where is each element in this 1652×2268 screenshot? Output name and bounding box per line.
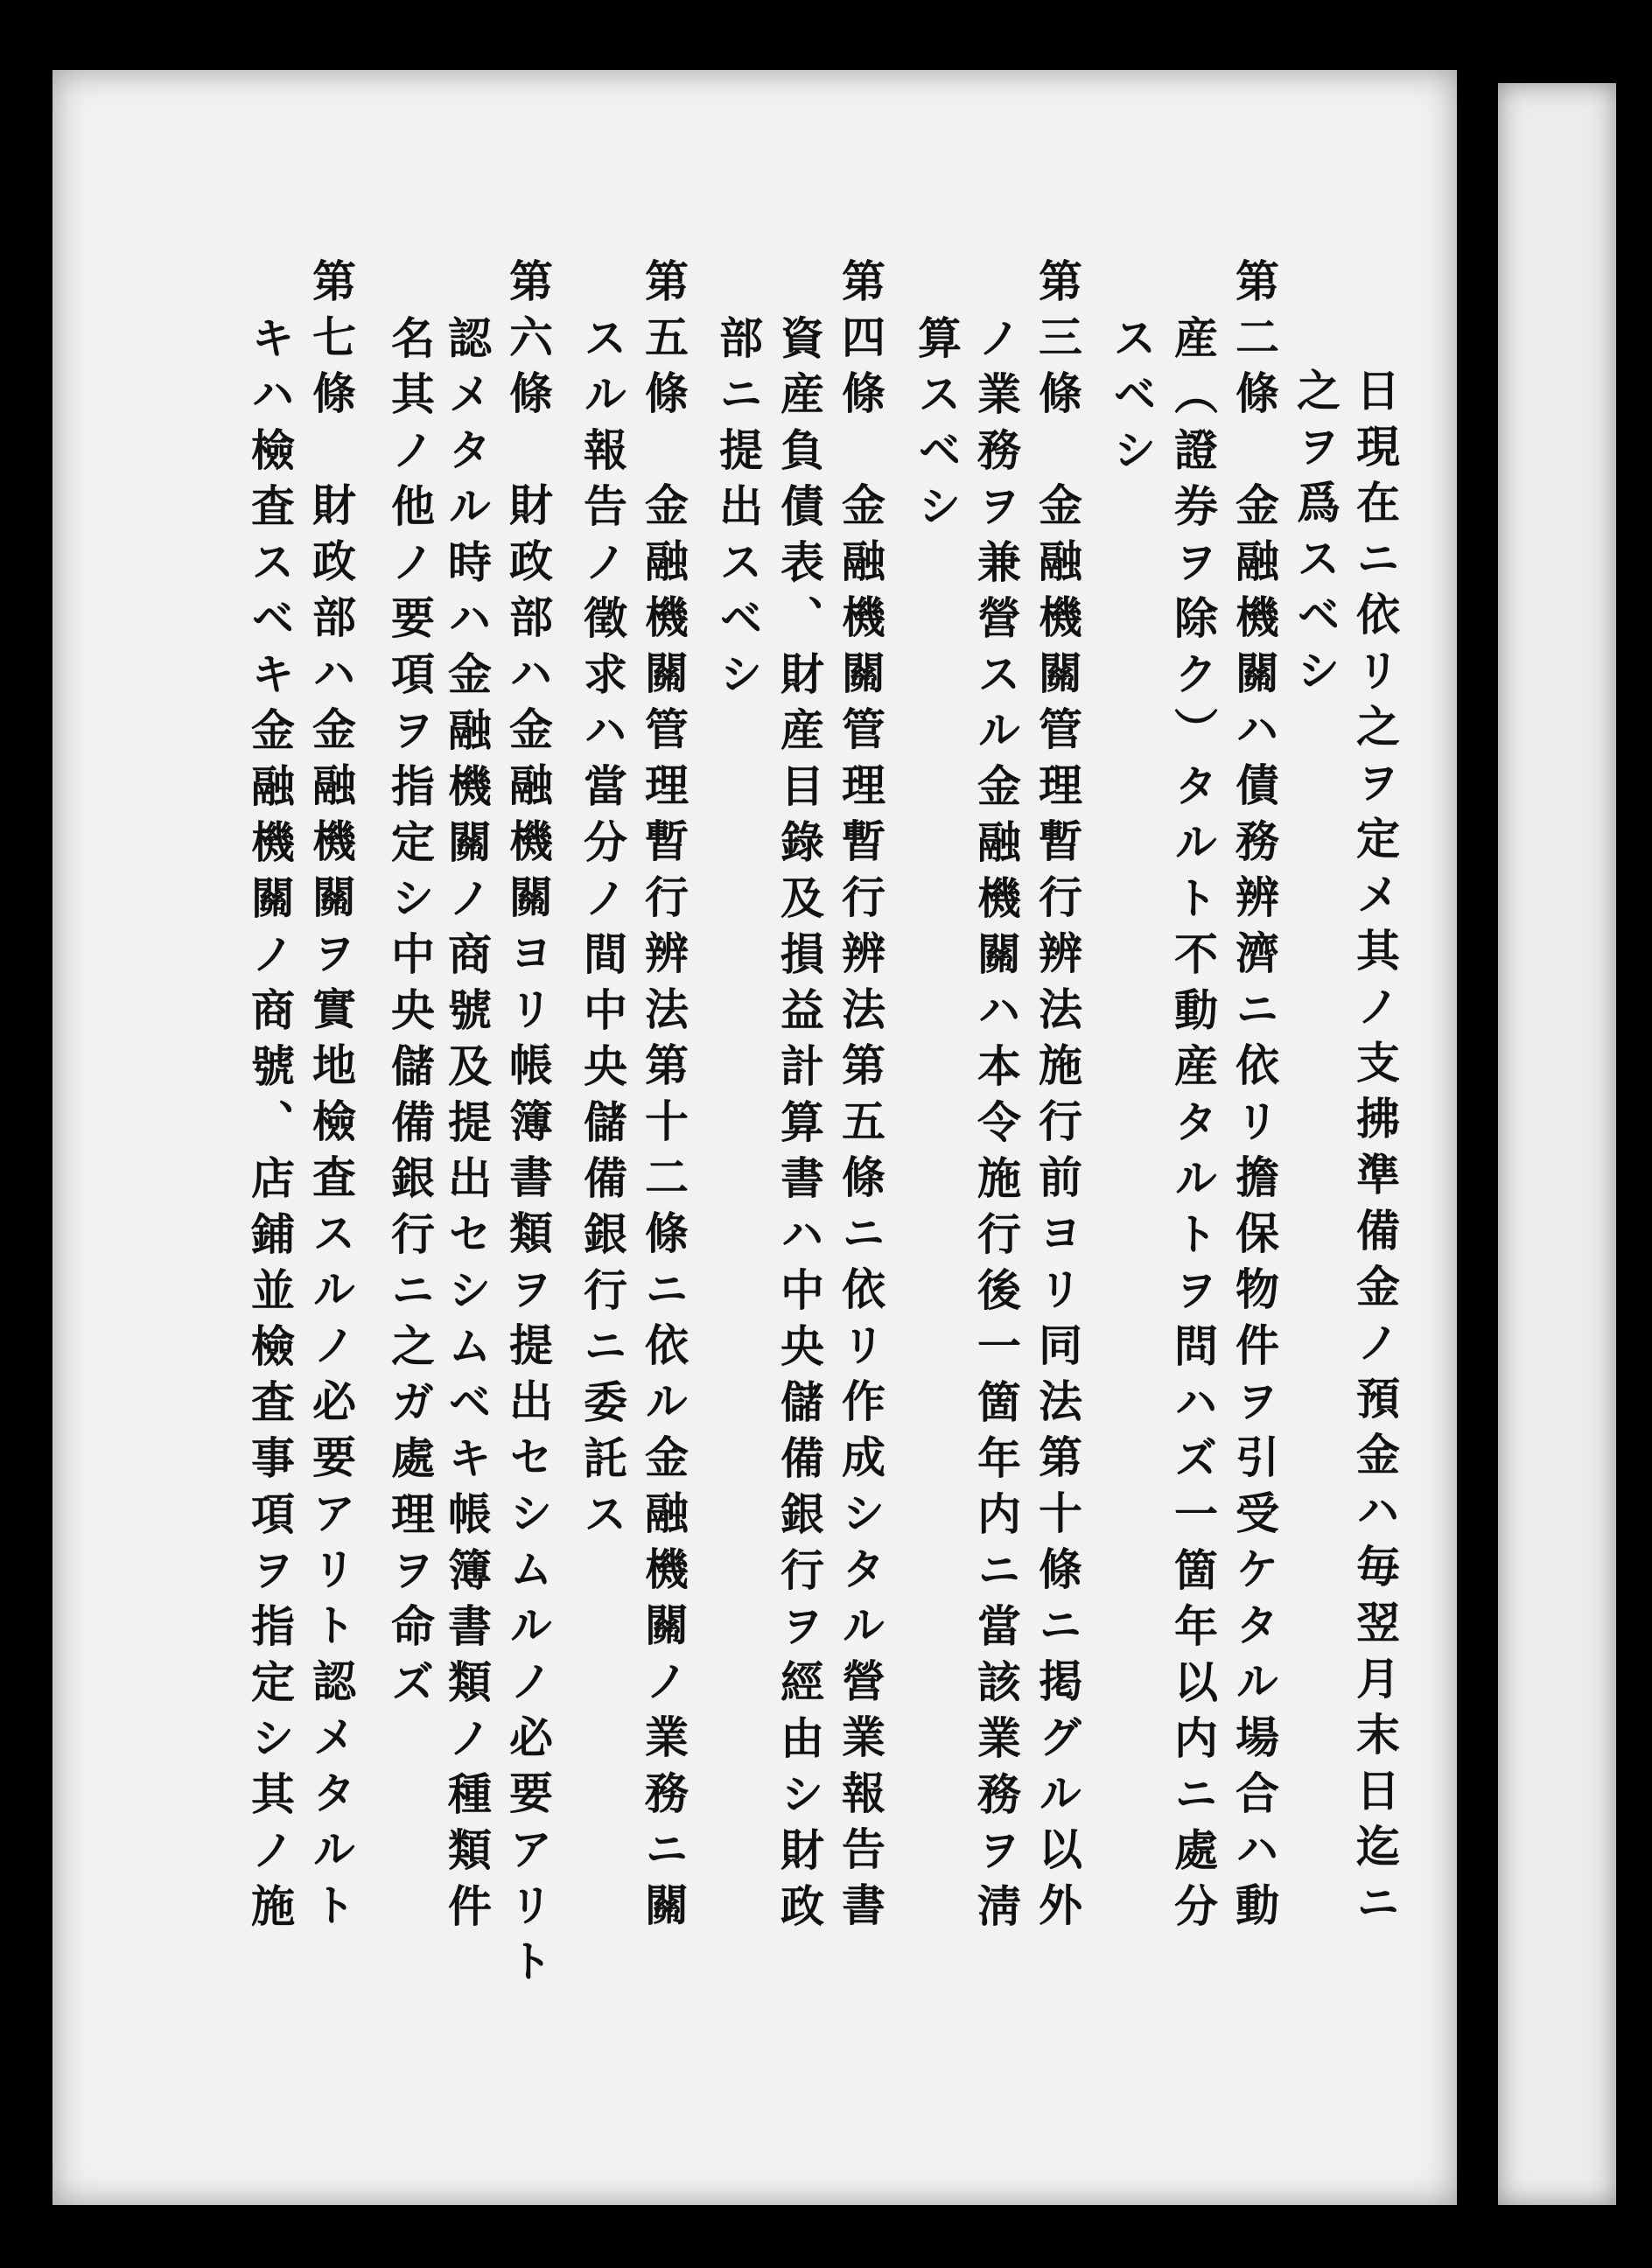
text-column: スル報告ノ徵求ハ當分ノ間中央儲備銀行ニ委託ス [577, 315, 628, 1547]
text-column: ノ業務ヲ兼營スル金融機關ハ本令施行後一箇年内ニ當該業務ヲ淸 [970, 315, 1022, 1939]
text-column: 第四條 金融機關管理暫行辨法第五條ニ依リ作成シタル營業報告書 [835, 258, 886, 1938]
text-column: 資産負債表、財産目錄及損益計算書ハ中央儲備銀行ヲ經由シ財政 [774, 315, 825, 1939]
text-column: 日現在ニ依リ之ヲ定メ其ノ支拂準備金ノ預金ハ毎翌月末日迄ニ [1349, 368, 1401, 1936]
text-column: 第三條 金融機關管理暫行辨法施行前ヨリ同法第十條ニ掲グル以外 [1032, 258, 1083, 1938]
text-column: 第五條 金融機關管理暫行辨法第十二條ニ依ル金融機關ノ業務ニ關 [638, 258, 690, 1938]
text-column: キハ檢査スベキ金融機關ノ商號、店鋪並檢査事項ヲ指定シ其ノ施 [244, 315, 296, 1939]
text-column: 部ニ提出スベシ [712, 315, 764, 707]
text-column: 産（證券ヲ除ク）タルト不動産タルトヲ問ハズ一箇年以内ニ處分 [1167, 315, 1219, 1939]
text-column: 第六條 財政部ハ金融機關ヨリ帳簿書類ヲ提出セシムルノ必要アリト [502, 258, 554, 1994]
text-column: 第七條 財政部ハ金融機關ヲ實地檢査スルノ必要アリト認メタルト [305, 258, 357, 1938]
text-column: 第二條 金融機關ハ債務辨濟ニ依リ擔保物件ヲ引受ケタル場合ハ動 [1228, 258, 1280, 1938]
text-column: 算スベシ [911, 315, 962, 539]
text-column: 之ヲ爲スベシ [1290, 368, 1341, 704]
text-column: 名其ノ他ノ要項ヲ指定シ中央儲備銀行ニ之ガ處理ヲ命ズ [384, 315, 436, 1715]
text-column: スベシ [1106, 315, 1158, 483]
adjacent-page-edge [1498, 83, 1616, 2205]
text-column: 認メタル時ハ金融機關ノ商號及提出セシムベキ帳簿書類ノ種類件 [441, 315, 493, 1939]
